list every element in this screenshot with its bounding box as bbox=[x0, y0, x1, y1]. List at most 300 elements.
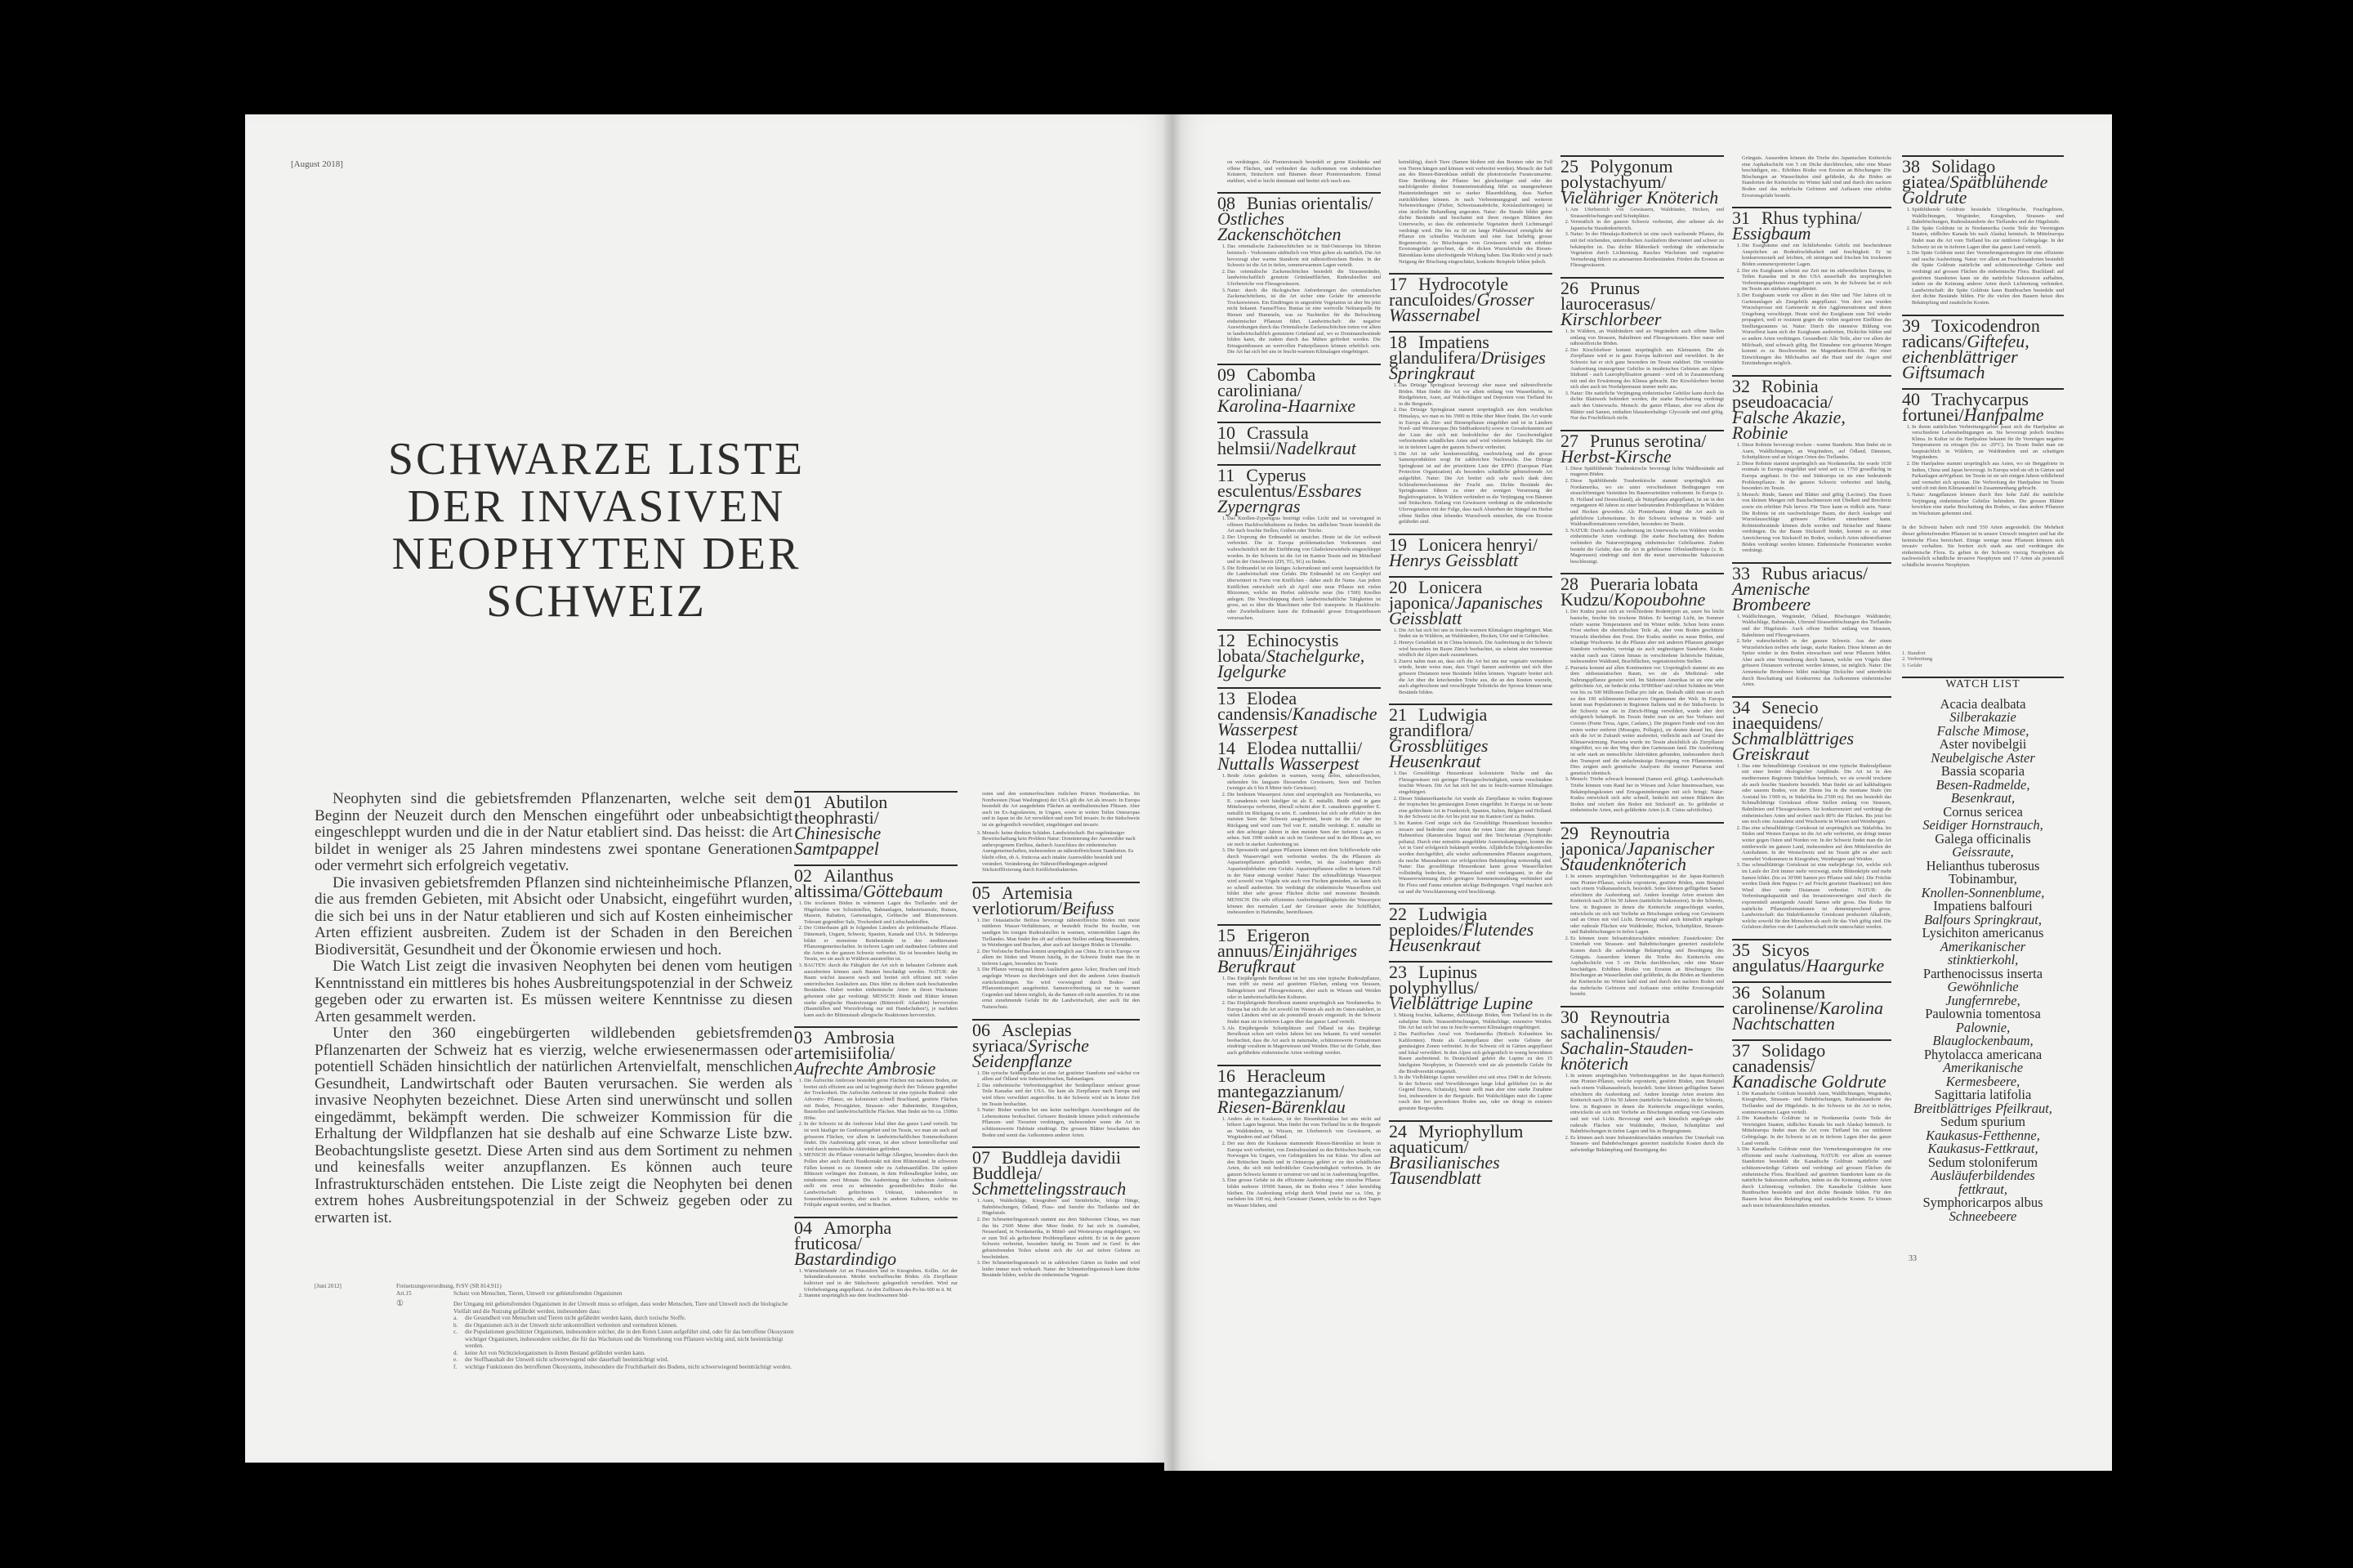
entry-13 bbox=[1217, 687, 1381, 740]
entry-point: 1. Die Essigbäume sind ein lichtliebendes Gehölz mit bescheidenen Ansprüchen an Bodenfruchtbarkeit und feuchtigkeit. Er ist konkurrenzstark auf leichten, oft steinigen und frischen bis trockenen Böden sonnenexponierter Lagen. bbox=[1742, 243, 1891, 267]
entry-number: 11 bbox=[1217, 465, 1235, 486]
entry-point: 3. Die Sprossteile und ganze Pflanzen können mit dem Schiffsverkehr oder durch Wasservögel weit verbreitet werden. Da die Pflanzen als Aquarienpflanzen gehandelt werden, ist das Ausbringen durch Aquarienliebhaber eine Gefahr. Aquarienpflanzen sollen in keinem Fall in der Natur entsorgt werden! Natur: Die schmalblättrige Wasserpest wird sowohl von Vögeln wie auch von Fischen gemieden, sie kann sich so schnell ausbreiten. Sie verdrängt die einheimische Wasserflora und bildet über sehr grosse Flächen dichte und monotone Bestände. MENSCH: Die sehr effizienten Ausbreitungsfähigkeiten der Wasserpest können den normalen Lauf der Gewässer sowie die Schifffahrt, insbesondere in Hafennähe, beeinflussen. bbox=[1227, 847, 1381, 916]
watch-list-species: Impatiens balfouri bbox=[1933, 898, 2033, 914]
entry-common-name: Nuttalls Wasserpest bbox=[1217, 753, 1360, 775]
entry-latin-name: Ludwigia grandiflora/ bbox=[1389, 704, 1488, 741]
entry-common-name: Essigbaum bbox=[1732, 223, 1811, 244]
watch-list-common-name: Falsche Mimose, bbox=[1936, 722, 2029, 739]
watch-list-common-name: Gewöhnliche bbox=[1947, 979, 2019, 995]
watch-list-common-name: Kermesbeere, bbox=[1945, 1073, 2020, 1089]
column-entries-17-24 bbox=[1389, 159, 1552, 1194]
watch-list-species: Tobinambur, bbox=[1949, 871, 2017, 887]
entry-common-name: Stachelgurke, Igelgurke bbox=[1217, 646, 1365, 682]
entry-latin-name: Prunus serotina/ bbox=[1590, 430, 1707, 451]
entry-26 bbox=[1560, 277, 1724, 422]
entry-point: 3. Natur: Die natürliche Verjüngung einheimischer Gehölze kann durch das dichte Blattwerk behindert werden, die starke Beschattung verdrängt auch den Unterwuchs. Mensch: die ganze Pflanze, aber vor allem die Blätter und Samen, enthalten blausäurehaltige Glycoside und sind giftig. Nur das Fruchtfleisch nicht. bbox=[1570, 391, 1724, 422]
entry-point: 1. Das Grossblütige Heusenkraut kolonisierte Teiche und das Fliessgewässer mit geringer Fliessgeschwindigkeit, sowie verschiedene feuchte Wiesen. Die Art hat sich bei uns in feucht-warmen Klimalagen eingebürgert. bbox=[1399, 771, 1552, 795]
entry-05 bbox=[972, 882, 1140, 1011]
entry-common-name: Riesen-Bärenklau bbox=[1217, 1096, 1346, 1117]
entry-point: 2. Diese Spätblühende Traubenkirsche stammt ursprünglich aus Nordamerika, wo sie unter verschiedenen Bedingungen von strauchförmigen Varietäten bis Baumvarietäten vorkommt. In Europa (z. B. Holland und Deutschland), als Nutzpflanze angepflanzt, ist sie in den vergangenen 40 Jahren zu einer bedeutenden Problempflanze in Wäldern und Hecken geworden. Als Pionierbaum dringt die Art auch in gehölzfreie Lebensräume. In der Schweiz teilweise in Wald- und Waldrandformationen verwildert, besonders im Tessin. bbox=[1570, 478, 1724, 528]
entry-point: 3. Der Essigbaum wurde vor allem in den 60er und 70er Jahren oft in Gartenanlagen als Ziergehölz angepflanzt. Von dort aus wurden Wurzelsprosse mit Gartenerde in den Agglomerationen und deren Umgebung verschleppt. Heute wird der Essigbaum zum Teil wieder propagiert, weil er resistent gegen die vielen negativen Einflüsse des Siedlungsraumes ist. Natur: Durch die intensive Bildung von Wurzelbrut kann sich der Essigbaum ausbreiten, Dickichte bilden und so andere Arten verdrängen. Gesundheit: Alle Teile, aber vor allem der Milchsaft, sind schwach giftig. Bei Einnahme von grösseren Mengen kommt es zu Beschwerden im Magendarm-Bereich. Bei einer Einwirkungen des Milchsaftes auf die Haut und die Augen sind Entzündungen möglich. bbox=[1742, 293, 1891, 367]
title-line: SCHWEIZ bbox=[486, 575, 707, 627]
entry-latin-name: Lonicera japonica/ bbox=[1389, 576, 1483, 613]
watch-list-common-name: Kaukasus-Fetthenne, bbox=[1926, 1127, 2040, 1143]
entry-point: 3. Mensch: Rinde, Samen und Blätter sind giftig (Lectine). Das Essen von kleinen Mengen ruft Bauchschmerzen mit Übelkeit und Brechreiz sowie ein erhöhter Puls hervor. Für Tiere kann es tödlich sein. Natur: Die Robinie ist ein raschwüchsiger Baum, der durch Ausleger und Wurzelausschläge grössere Flächen einnehmen kann. Robinienbestände können dicht werden und Sträucher und Bäume verdrängen. Da der Baum Stickstoff bindet, kommt es zu einer Anreicherung von Stickstoff im Boden, wodurch Arten nährstoffarmer Böden verdrängt werden können. Einheimische Pionierarten werden verdrängt. bbox=[1742, 492, 1891, 554]
entry-point: 3. Natur: In der Himalaja-Knöterich ist eine rasch wachsende Pflanze, die mit tief reichenden, unterirdischen Ausläufern überwintert und schwer zu bekämpfen ist. Das dichte Blätterdach verdrängt die einheimische Vegetation durch Lichtentzug. Rasches Wachstum und vegetative Vermehrung führen zu artenarmen Reinbeständen. Fördert die Erosion an Fliessgewässern. bbox=[1570, 231, 1724, 269]
entry-common-name: Giftefeu, eichenblättriger Giftsumach bbox=[1902, 330, 2029, 382]
watch-list-common-name: Neubelgische Aster bbox=[1931, 749, 2035, 766]
entry-latin-name: Trachycarpus fortunei/ bbox=[1902, 388, 2029, 425]
watch-list-common-name: Geissraute, bbox=[1952, 844, 2014, 860]
column-entries-05-07 bbox=[972, 791, 1140, 1287]
entry-21 bbox=[1389, 704, 1552, 895]
watch-list-common-name: Silberakazie bbox=[1949, 709, 2016, 726]
entry-point: 2. Es können teure Infrastrukturschäden entstehen: Zusatzkosten: Der Unterhalt von Strassen- und Bahnböschungen generiert zusätzliche Kosten durch die aufwändige Bekämpfung und Beseitigung des Grünguts. Ausserdem können die Triebe des Knöterichs eine Asphaltschicht von 5 cm Dicke durchbrechen, oder eine Mauer beschädigen. Erhöhtes Risiko von Erosion an Böschungen: Die Böschungen an Wasserläufen sind gefährdet, da die Böden an Standorten der Knöteriche im Winter kahl sind und durch den nackten Boden und das mehrfache Gefrieren und Auftauen eine erhöhte Erosionsgefahr besteht. bbox=[1570, 936, 1724, 998]
entry-latin-name: Asclepias syriaca/ bbox=[972, 1019, 1072, 1056]
entry-point: 3. Die Art ist sehr konkurrenzfähig, raschwüchsig und die grosse Samenproduktion sorgt für zahlreichen Nachwuchs. Das Drüsige Springkraut ist auf der prioritären Liste der EPPO (European Plant Protection Organization) als besonders schädliche gebietsfremde Art aufgeführt. Natur: Die Art breitet sich sehr rasch dank dem Schleudermechanismus der Frucht aus. Dichte Bestände des Springkrautes führen zu einer der wenigen Verarmung der Begleitvegetation. In Wäldern verhindert es die Verjüngung von Bäumen und Sträuchern. Entlang von Gewässern verdrängt es die einheimische Ufervegetation mit der Folge, dass nach Absterben der Stängel im Herbst offene Stellen ohne lebendes Wurzelwerk entstehen, die von Erosion gefährdet sind. bbox=[1399, 451, 1552, 525]
entry-number: 14 bbox=[1217, 738, 1235, 759]
entry-latin-name: Toxicodendron radicans/ bbox=[1902, 315, 2040, 351]
entry-latin-name: Echinocystis lobata/ bbox=[1217, 630, 1339, 667]
entry-common-name: Japanisches Geissblatt bbox=[1389, 592, 1543, 628]
watch-list-common-name: Blauglockenbaum, bbox=[1932, 1033, 2034, 1049]
entry-latin-name: Erigeron annuus/ bbox=[1217, 924, 1310, 961]
column-entries-08-16 bbox=[1217, 159, 1381, 1217]
paragraph-number-icon: ① bbox=[396, 1299, 404, 1308]
entry-continuation: osten und den sommerfeuchten östlichen Prärien Nordamerikas. Im Nordwesten (Staat Washington) der USA gilt die Art als invasiv. In Europa besiedelt die Art ausgedehnte Flächen an norditalienischen Flüssen. Aber auch im Ex-Jugoslawien, in Ungarn, sowie in weiten Teilen Osteuropas und in Japan ist die Art verwildert und zum Teil invasiv. In der Südschweiz ist sie gelegentlich verwildert, eingebürgert und invasiv. bbox=[982, 791, 1140, 828]
entry-point: 1. In seinem ursprünglichen Verbreitungsgebiet ist der Japan-Knöterich eine Pionier-Pflanze, welche exponierte, gestörte Böden, zum Beispiel nach einem Vulkanausbruch, besiedelt. Seine kleinen geflügelten Samen erleichtern die Ausbreitung auf. Andere krautige Arten ersetzen den Knöterich nach 20 bis 50 Jahren (natürliche Sukzession). In der Schweiz, bzw. in Regionen in denen die Knöteriche eingeschleppt wurden, entwickeln sie sich mit Vorliebe an Böschungen entlang von Gewässern und an Orten mit viel Licht. Bevorzugt sind auch künstlich angelegte oder ruderale Flächen wie Waldränder, Hecken, Schuttplätze, Strassen- und Bahnböschungen in tiefen Lagen. bbox=[1570, 873, 1724, 936]
footnote-item: der Stoffhaushalt der Umwelt nicht schwerwiegend oder dauerhaft beeinträchtigt wird. bbox=[465, 1356, 669, 1363]
entry-point: 2. Der Götterbaum gilt in folgenden Ländern als problematische Pflanze. Dänemark, Ungarn, Schweiz, Spanien, Kanada und USA. In Südeuropa bildet er monotone Reinbestände in den mediterranen Pflanzengemeinschaften. In tieferen Lagen und stadtnahen Gebieten sind die Arten in der ganzen Schweiz verbreitet. Sie ist besonders häufig im Tessin, wo sie auch in Wäldern anzutreffen ist. bbox=[804, 925, 958, 963]
entry-point: 3. Eine grosse Gefahr ist die effiziente Ausbreitung: eine einzelne Pflanze bildet mehrere 10'000 Samen, die im Boden etwa 7 Jahre keimfähig bleiben. Die Ausbreitung erfolgt durch Wind (meist nur ca. 10m, je nachdem bis 100 m), durch Gewässer (Samen, welche bis zu drei Tagen im Wasser blieben, sind bbox=[1227, 1177, 1381, 1208]
entry-02 bbox=[794, 864, 958, 1018]
entry-point: 1. Die Aufrechte Ambrosie besiedelt gerne Flächen mit nacktem Boden, sie breitet sich effizient aus und ist begünstigt durch ihre Toleranz gegenüber der Trockenheit. Die Aufrechte Ambrosie ist eine typische Ruderal- oder Adventiv- Pflanze, sie kolonisiert schnell Brachland, gestörte Flächen mit Boden, Privatgärten, Strassen- oder Bahnränder, Kiesgruben, Baustellen und landwirtschaftliche Flächen. Man findet sie bis ca. 1500m Höhe. bbox=[804, 1078, 958, 1121]
entry-01 bbox=[794, 791, 958, 859]
watch-list-common-name: Besen-Radmelde, bbox=[1936, 776, 2030, 793]
entry-point: 2. Der aus dem die Kaukasus stammende Riesen-Bärenklau ist heute in Europa weit verbreitet, von Zentralrussland zu den Britischen Inseln, von Norwegen bis Ungarn, von Gebirgstälern bis zur Küste. Vor allem auf den Britischen Inseln und in Osteuropa gehört er zu den schädlichen Arten, die sich mit bedrohlicher Geschwindigkeit verbreiten. In der ganzen Schweiz kommt er zerstreut vor und ist in Ausbreitung begriffen. bbox=[1227, 1141, 1381, 1178]
entry-15 bbox=[1217, 924, 1381, 1057]
entry-point: 2. Das Drüsige Springkraut stammt ursprünglich aus dem westlichen Himalaya, wo man es bis 3'000 m Höhe über Meer findet. Die Art wurde in Europa als Zier- und Bienenpflanze eingeführt und ist in Ländern Nord- und Westeuropas (bis Südfrankreich) sowie in Grossbritannien auf der Liste der sich mit bedrohlicher der der Geschwindigkeit verbreitenden schädlichen Arten und wird vielerorts bekämpft. Die Art ist in tieferen Lagen der ganzen Schweiz verbreitet. bbox=[1399, 407, 1552, 450]
legal-footnote bbox=[315, 1283, 805, 1370]
entry-06 bbox=[972, 1019, 1140, 1139]
entry-point: 3. Die Späte Goldrute nutzt ihre Vermehrungsstrategien für eine effiziente und rasche Ausbreitung. Natur: vor allem an Feuchtstandorten besiedelt die Späte Goldrute natürliche und schützenswürdige Gebiete und verdrängt auf grossen Flächen die einheimische Flora. Brachland: auf gestörten Standorten kann sie die natürliche Sukzession aufhalten, indem sie die Keimung anderer Arten durch Lichtentzug verhindert. Landwirtschaft: die Späte Goldrute kann Buntbrachen besiedeln und dort dichte Bestände bilden. Für die vielen den Bauern heisst dies Bekämpfung und zusätzliche Kosten. bbox=[1912, 250, 2064, 306]
watch-list-common-name: Besenkraut, bbox=[1950, 790, 2016, 806]
entry-latin-name: Lupinus polyphyllus/ bbox=[1389, 962, 1480, 998]
entry-number: 04 bbox=[794, 1217, 812, 1238]
entry-point: 3. Natur: Jungpflanzen können durch ihre hohe Zahl die natürliche Verjüngung einheimischer Gehölze behindern. Die grossen Blätter bewirken eine starke Beschattung des Bodens, so dass andere Pflanzen im Wachstum gehemmt sind. bbox=[1912, 492, 2064, 516]
entry-point: 3. Zuerst nahm man an, dass sich die Art bei uns nur vegetativ vermehren würde, heute weiss man, dass Vögel Samen ausbreiten und sich über grössere Distanzen neue Bestände bilden können. Vegetativ breitet sich die Art über die kriechenden Triebe aus, die an den Knoten wurzeln, auch abgebrochene und verschleppte Teilstücke der Sprosse können neue Bestände bilden. bbox=[1399, 659, 1552, 696]
watch-list-species: Aster novibelgii bbox=[1939, 736, 2027, 753]
title-line: DER INVASIVEN bbox=[407, 480, 786, 532]
entry-point: 2. Dieser Südamerikanische Art wurde als Zierpflanze in vielen Regionen der tropischen bis gemässigten Zonen eingeführt. In Europa ist sie heute eine gefürchtete Art in Frankreich, Spanien, Italien, Belgien und Holland. In der Schweiz ist die Art bis jetzt nur im Kanton Genf zu finden. bbox=[1399, 796, 1552, 820]
entry-common-name: Syrische Seidenpflanze bbox=[972, 1034, 1089, 1071]
entry-point: 3. Als Einjährigende Schuttplätzen und Ödland ist das Einjährige Berufkraut schon seit vielen Jahren bei uns bekannt. Es wird vermehrt beobachtet, dass die Art auch in naturnahe, schützenswerte Formationen eindringt voraliem in Magerwiesen und Weiden. Hier ist die Gefahr, dass auch gefährdete einheimische Arten verdrängt werden. bbox=[1227, 1025, 1381, 1057]
intro-paragraph: Neophyten sind die gebietsfremden Pflanzenarten, welche seit dem Beginn der Neuzeit durch den Menschen eingeführt oder unbeabsichtigt eingeschleppt wurden und die in der Natur etabliert sind. Das heisst: die Art bildet in weniger als 25 Jahren mindestens zwei spontane Generationen oder vermehrt sich erfolgreich vegetativ. bbox=[315, 790, 793, 874]
entry-point: 1. Das Einjährigende Berufkraut ist bei uns eine typische Ruderalpflanze, man trifft sie meist auf gestörten Flächen, entlang von Strassen, Bahngeleisen und Fliessgewässern, aber auch in Wiesen und Weiden oder in landwirtschaftlichen Kulturen. bbox=[1227, 976, 1381, 1000]
entry-point: 2. Henrys Geissblatt ist in China heimisch. Die Ausbreitung in der Schweiz wird besonders im Raum Zürich beobachtet, sie scheint aber momentan nördlich der Alpen stark zuzunehmen. bbox=[1399, 640, 1552, 659]
entry-point: 1. Spätblühende Goldrute besiedeln Ufergebüsche, Feuchtgebiete, Waldlichtungen, Wegränder, Kiesgruben, Strassen- und Bahnböschungen, Ruderalstandorte des Tieflandes und der Hügelstufe. bbox=[1912, 207, 2064, 226]
entry-common-name: Göttebaum bbox=[863, 881, 944, 901]
watch-list bbox=[1902, 695, 2064, 1224]
watch-list-common-name: Palownie, bbox=[1955, 1019, 2011, 1035]
watch-list-species: Phytolacca americana bbox=[1923, 1046, 2043, 1062]
watch-list-common-name: fettkraut, bbox=[1958, 1181, 2008, 1197]
entry-number: 39 bbox=[1902, 315, 1920, 336]
entry-point: 2. Das eine schmalblättrige Greiskraut ist ursprünglich aus Südafrika. Im Süden und Westen Europas ist die Art sehr verbreitet, sie dringt immer weiter gegen Osten und Norden vor. In der Schweiz findet man die Art mittlerweile im ganzen Land, insbesondere auf dem Mittelstreifen der Autobahnen. In der Westschweiz und im Tessin gibt es aber auch vermehrt Vorkommen in Kiesgruben, Weinbergen und Weiden. bbox=[1742, 825, 1891, 863]
entry-point: 1. Die syrische Seidenpflanze ist eine Art gestörter Standorte und wächst vor allem auf Ödland wie Industriebrachen, Bahnanlagen. bbox=[982, 1070, 1140, 1083]
watch-list-species: Sedum stoloniferum bbox=[1927, 1154, 2038, 1170]
entry-point: 2. Stammt ursprünglich aus dem feuchtwarmen Süd- bbox=[804, 1293, 958, 1299]
entry-latin-name: Solanum carolinense/ bbox=[1732, 981, 1826, 1018]
entry-latin-name: Sicyos angulatus/ bbox=[1732, 939, 1810, 976]
entry-common-name: Beifuss bbox=[1061, 897, 1114, 918]
entry-28 bbox=[1560, 573, 1724, 814]
entry-19 bbox=[1389, 534, 1552, 568]
watch-list-common-name: Schneebeere bbox=[1949, 1208, 2017, 1224]
entry-point: 3. Die Pflanze vermag mit ihren Ausläufern ganze Äcker, Brachen und frisch angelegte Wiesen zu durchdringen und dort die anderen Arten drastisch zurückzudrängen. Sie wird vorwiegend durch Boden- und Pflanzentransport ausgebreitet. Samenverbreitung ist nur in warmen Gegenden und Jahren möglich, da die Samen oft nicht ausreifen. Er ist eine ernst zunehmende Gefahr für die Landwirtschaft, aber auch für den Naturschutz. bbox=[982, 967, 1140, 1010]
entry-latin-name: Bunias orientalis/ bbox=[1247, 193, 1373, 214]
entry-number: 17 bbox=[1389, 274, 1407, 295]
entry-latin-name: Abutilon theophrasti/ bbox=[794, 792, 888, 828]
watch-list-species: Bassia scoparia bbox=[1940, 763, 2025, 780]
entry-common-name: Essbares Zyperngras bbox=[1217, 480, 1362, 517]
entry-common-name: Haargurke bbox=[1806, 954, 1885, 976]
watch-list-common-name: Knollen-Sonnenblume, bbox=[1921, 884, 2045, 900]
item-key: a. bbox=[453, 1315, 458, 1321]
entry-point: 3. Natur: durch die ökologischen Anforderungen des orientalischen Zackenschötchens, ist die Art sicher eine Gefahr für artenreiche Trockenwiesen. Ein Eindringen in ungestörte Vegetation ist aber bis jetzt nicht bekannt. Fauna/Flora: Bunias ist eine wertvolle Nektarquelle für Bienen und Hummeln, was zu Nachteilen für die Befruchtung einheimischer Pflanzen führt. Landwirtschaft: die negative Auswirkungen durch das Orientalische Zackenschötchen treten vor allem in landwirtschaftlich genutztem Grünland auf, wo es Dominanzbestände bilden kann, die zudem durch das Mähen gefördert werden. Die Ertragseinbussen an wertvollen Futterpflanzen können erheblich sein. Die Art hat sich bei uns in feucht-warmen Klimalagen eingebürgert. bbox=[1227, 288, 1381, 356]
entry-30 bbox=[1560, 1006, 1724, 1154]
entry-common-name: Brasilianisches Tausendblatt bbox=[1389, 1151, 1500, 1188]
entry-point: 2. Der Kirschlorbeer kommt ursprünglich aus Kleinasien. Die als Zierpflanze wird er in ganz Europa kultiviert und verwildert. In der Schweiz hat er sich ganz besonders im Tessin etabliert. Die verstärkte Ausbreitung immergrüner Gehölze in insubrischen Gebieten am Alpen-Südrand - auch Laurophyllisation genannt - wird oft in Zusammenhang mit und der Erwärmung des Klimas gebracht. Der Kirschlorbeer breitet sich aber auch im Nordalpenraum immer mehr aus. bbox=[1570, 347, 1724, 391]
entry-point: 2. Diese Robinie stammt ursprünglich aus Nordamerika. Sie wurde 1630 erstmals in Europa eingeführt und wird seit ca. 1750 grossflächig in Europa angebaut. In Ost- und Südeuropa ist sie eine bedeutende Problempflanze. In der ganzen Schweiz verbreitet und häufig, besonders im Tessin. bbox=[1742, 461, 1891, 492]
entry-point: 2. Das orientalische Zackenschötchen besiedelt die Strassenränder, landwirtschaftlich genutzte Grünlandflächen, Ruderalstellen und Uferbereiche von Fliessgewässern. bbox=[1227, 269, 1381, 288]
entry-number: 07 bbox=[972, 1147, 990, 1168]
item-key: d. bbox=[453, 1349, 458, 1356]
entry-common-name: Vielblättrige Lupine bbox=[1389, 993, 1534, 1014]
entry-point: 3. Der Schmetterlingsstrauch ist in zahlreichen Gärten zu finden und wird leider immer noch verkauft. Natur: der Schmetterlingsstrauch kann dichte Bestände bilden, welche die einheimische Vegetati- bbox=[982, 1260, 1140, 1279]
entry-36 bbox=[1732, 981, 1891, 1034]
entry-point: 2. In der Schweiz ist die Ambrosie lokal über das ganze Land verteilt. Sie ist weit häufiger im Genferseegebiet und im Tessin, wo man sie auch auf grösseren Flächen, vor allem in landwirtschaftlichen Sommerkulturen findet. Die Ausbreitung geht voran, ist aber schwer kontrollierbar und wird durch menschliche Aktivitäten gefördert. bbox=[804, 1121, 958, 1152]
entry-point: 2. Die Hanfpalme stammt ursprünglich aus Asien, wo sie Berggebiete in Indien, China und Japan bevorzugt. In Europa wird sie oft in Gärten und Parkanlagen anWgebaut. Im Tessin ist sie seit einigen Jahren wildlebend und vermehrt sich spontan. Die Verbreitung der Hanfpalme im Tessin wird oft mit dem Klimawandel in Zusammenhang gebracht. bbox=[1912, 461, 2064, 492]
entry-common-name: Kopoubohne bbox=[1613, 589, 1706, 610]
entry-common-name: Flutendes Heusenkraut bbox=[1389, 919, 1534, 956]
entry-number: 32 bbox=[1732, 376, 1750, 397]
entry-point: 3. Die Kanadische Goldrute nutzt ihre Vermehrungsstrategien für eine effiziente und rasche Ausbreitung. NATUR: vor allem an warmen Standorten besiedelt die Kanadische Goldrute natürliche und schützenswürdige Gebiete und verdrängt auf grossen Flächen die einheimische Flora. Brachland: auf gestörten Standorten kann sie die natürliche Sukzession aufhalten, indem sie die Keimung anderer Arten durch Lichtentzug verhindert. Die Kanadische Goldrute kann Buntbrachen besiedeln und dort dichte Bestände bilden. Für den Bauern heisst dies Bekämpfung und zusätzliche Kosten. Es können auch teure Infrastrukturschäden entstehen. bbox=[1742, 1146, 1891, 1208]
entry-common-name: Hanfpalme bbox=[1963, 404, 2044, 425]
entry-point: 3. Das schmalblättrige Greiskraut ist eine mehrjährige Art, welche sich im Laufe der Zeit immer mehr verzweigt, mehr Blütenköpfe und mehr Samen bildet. (bis zu 30'000 Samen pro Pflanze und Jahr). Die Früchte werden Dank dem Pappus (= auf Frucht gesetzter Haarkranz) mit dem Wind über weite Distanzen verbreitet. NATUR: die Verbreitungskapazität und das Invasionsvermögen sind durch die exponentiell ansteigende Anzahl Samen sehr gross. Das Risiko für natürliche Pflanzenformationen ist dementsprechend gross. Landwirtschaft: das Südafrikanische Greiskraut produziert Alkaloide, welche sowohl für den Menschen als auch für das Vieh giftig sind. Die Gefahren dürfen von der Landwirtschaft nicht unterschätzt werden. bbox=[1742, 862, 1891, 931]
entry-latin-name: Solidago canadensis/ bbox=[1732, 1039, 1826, 1076]
entry-34 bbox=[1732, 696, 1891, 931]
entry-point: 1. Das Knollen-Zyperngras benötigt volles Licht und ist vorwiegend in offenen Hackfruchtkulturen zu finden. Im südlichen Tessin besiedelt die Art auch feuchte Stellen, Gräben oder Teiche. bbox=[1227, 516, 1381, 534]
entry-03 bbox=[794, 1026, 958, 1208]
entry-point: 2. Das einheimische Verbreitungsgebiet der Seidenpflanze umfasst grosse Teile Kanadas und der USA. Sie kam als Zierpflanze nach Europa und wird öfters verwildert angetroffen. In der Schweiz wird sie in letzter Zeit im Tessin beobachtet. bbox=[982, 1083, 1140, 1107]
entry-number: 38 bbox=[1902, 156, 1920, 176]
entry-27 bbox=[1560, 430, 1724, 565]
entry-point: 1. Anders als im Kaukasus, ist der Riesenbärenklau bei uns nicht auf höhere Lagen begrenzt. Man findet ihn vom Tiefland bis in die Bergstufe an Waldrändern, in Wiesen, im Uferbereich von Gewässern, an Wegrändern und auf Ödland. bbox=[1227, 1116, 1381, 1141]
entry-14 bbox=[1217, 739, 1381, 916]
entry-point: 2. Es können auch teure Infrastrukturschäden entstehen: Der Unterhalt von Strassen- und Bahnböschungen generiert zusätzliche Kosten durch die aufwändige Bekämpfung und Beseitigung des bbox=[1570, 1135, 1724, 1154]
entry-latin-name: Ailanthus altissima/ bbox=[794, 865, 894, 901]
watch-list-common-name: Kaukasus-Fettkraut, bbox=[1927, 1141, 2038, 1157]
watch-list-common-name: Amerikanische bbox=[1942, 1060, 2024, 1076]
entry-32 bbox=[1732, 375, 1891, 554]
entry-23 bbox=[1389, 961, 1552, 1112]
entry-latin-name: Ludwigia peploides/ bbox=[1389, 904, 1488, 940]
entry-latin-name: Amorpha fruticosa/ bbox=[794, 1217, 892, 1253]
entry-latin-name: Crassula helmsii/ bbox=[1217, 422, 1309, 459]
entry-common-name: Östliches Zackenschötchen bbox=[1217, 208, 1342, 245]
entry-29 bbox=[1560, 822, 1724, 998]
entry-number: 27 bbox=[1560, 430, 1578, 451]
entry-common-name: Schmettelingsstrauch bbox=[972, 1178, 1127, 1199]
entry-point: 1. Diese Spätblühende Traubenkirsche bevorzugt lichte Waldbestände auf mageren Böden. bbox=[1570, 466, 1724, 478]
entry-latin-name: Reynoutria sachalinensis/ bbox=[1560, 1006, 1670, 1043]
legend-item: 3. Gefahr bbox=[1902, 662, 1922, 668]
entry-common-name: Japanischer Staudenknöterich bbox=[1560, 838, 1715, 874]
entry-latin-name: Elodea nuttallii/ bbox=[1247, 738, 1363, 759]
entry-point: 1. Auen, Waldschläge, Kiesgruben und Steinbrüche, felsige Hänge, Bahnböschungen, Ödland, Fluss- und Seeufer des Tieflandes und der Hügelstufe. bbox=[982, 1198, 1140, 1217]
legend-item: 1. Standort bbox=[1902, 650, 1926, 656]
entry-31 bbox=[1732, 207, 1891, 367]
entry-number: 03 bbox=[794, 1027, 812, 1048]
footnote-date: [Juni 2012] bbox=[315, 1283, 342, 1289]
entry-point: 3. Mensch: keine direkten Schäden. Landwirtschaft: Bei regelmässiger Bewirtschaftung kein Problem Natur: Dominierung der Auenwälder nach anthropogenem Einfluss, dadurch Ausschluss der einheimischen Auengemeinschaften, insbesondere an nährstoffreicheren Standorten. Es bleibt offen, ob A. fruticosa auch intakte Auenwälder besiedelt und verändert. Veränderung der Nährstoffbedingungen aufgrund Stickstofffixierung durch Knöllchenbakterien. bbox=[982, 830, 1140, 873]
watch-list-common-name: Balfours Springkraut, bbox=[1924, 911, 2042, 927]
title-line: NEOPHYTEN DER bbox=[391, 528, 801, 579]
column-entries-25-30 bbox=[1560, 155, 1724, 1162]
entry-latin-name: Hydrocotyle ranculoides/ bbox=[1389, 274, 1508, 310]
entry-number: 30 bbox=[1560, 1006, 1578, 1027]
item-key: b. bbox=[453, 1321, 458, 1329]
entry-latin-name: Pueraria lobata Kudzu/ bbox=[1560, 574, 1699, 610]
entry-number: 37 bbox=[1732, 1039, 1750, 1061]
entry-common-name: Kanadische Goldrute bbox=[1732, 1070, 1886, 1092]
watch-list-species: Helianthus tuberosus bbox=[1926, 857, 2040, 873]
entry-point: 1. Am Uferbereich von Gewässern, Waldränder, Hecken, und Strassenböschungen und Schuttplätze. bbox=[1570, 207, 1724, 219]
entry-number: 23 bbox=[1389, 962, 1407, 983]
entry-number: 19 bbox=[1389, 534, 1407, 555]
entry-point: 1. Diese Robinie bevorzugt trocken - warme Standorte. Man findet sie in Auen, Waldlichtungen, an Wegrändern, auf Ödland, Dämmen, Schuttplätzen und an felsigen Orten des Tieflandes. bbox=[1742, 442, 1891, 461]
entry-35 bbox=[1732, 939, 1891, 976]
entry-number: 09 bbox=[1217, 364, 1235, 386]
watch-list-common-name: Seidiger Hornstrauch, bbox=[1922, 817, 2043, 833]
footnote-item: keine Art von Nichtzielorganismen in ihrem Bestand gefährdet werden kann. bbox=[465, 1349, 646, 1356]
entry-continuation: keimfähig), durch Tiere (Samen bleiben mit den Borsten oder im Fell von Tieren hängen und können weit verbreitet werden). Mensch: der Saft aus des Riesen-Bärenklaus enthält die phototoxische Furancumarine. Eine Berührung der Pflanze bei gleichzeitiger und oder der nachfolgender direkter Sonneneinstrahlung führt zu unangenehmen Hautentzündungen mit so starker Blasenbildung, dass Narben zurückbleiben können. Je nach Verbrennungsgrad und weiteren Nebenwirkungen (Fieber, Schweissausbrüche, Kreislaufstörungen) ist eine ärztliche Behandlung angeraten. Natur: die Staude bildet gerne dichte Bestände und beschattet mit ihren riesigen Blättern den Unterwuchs, so dass die einheimische Vegetation durch Lichtmangel verdrängt wird. Die bis zu 60 cm lange Pfahlwurzel ermöglicht der Pflanze ein schnelles Wachstum und eine fast beliebig grosse Regeneration. An Böschungen von Gewässern wird mit erhöhter Erosionsgefahr gerechnet, da die dicken Wurzelstöcke des Riesen-Bärenklaus keine uferfestigende Wirkung haben. Das Risiko wird je nach Neigung der Böschung eingeschätzt, konkrete Beispiele fehlen jedoch. bbox=[1399, 159, 1552, 265]
entry-point: 2. Der Verlotsche Beifuss kommt ursprünglich aus China. Er ist in Europa vor allem im Süden und Westen häufig, in der Schweiz findet man ihn in tieferen Lagen, besonders im Tessin bbox=[982, 949, 1140, 967]
entry-point: 1. Der Ostasiatische Beifuss bevorzugt nährstoffreiche Böden mit meist mittleren Wasser-Verhältnissen, er besiedelt frische bis feuchte, von sandigen bis tonigen Ruderalstellen in warmen, wintermilden Lagen des Tieflandes. Man findet ihn oft auf offenen Stellen entlang Strassenrändern, in Weinbergen und Brachen, aber auch auf kiesigen Böden in Ufernähe. bbox=[982, 918, 1140, 949]
watch-list-species: Galega officinalis bbox=[1935, 830, 2031, 847]
entry-common-name: Bastardindigo bbox=[794, 1248, 897, 1269]
entry-point: 3. Natur: Bisher wurden bei uns keine nachteiligen Auswirkungen auf die Lebensräume beobachtet. Grössere Bestände können jedoch einheimische Pflanzen- und Tierarten verdrängen, insbesondere wenn die Art in schützenswerte Habitate eindringt. Die grossen Blätter beschatten den Boden und somit das Aufkommen anderer Arten. bbox=[982, 1107, 1140, 1138]
entry-point: 2. Pueraria kommt auf allen Kontinenten vor. Ursprünglich stammt sie aus dem südostasiatischen Raum, wo sie als Medizinal- oder Nahrungspflanze genutzt wird. Im Südosten Amerikas ist sie eine sehr gefürchtete Art, sie bedeckt zirka 30'000km² und richtet Schäden im Wert von bis zu 500 Millionen Dollar pro Jahr an. Deshalb zählt man sie auch zu den 100 schlimmsten invasiven Organismen der Welt. In Europa kennt man Populationen in Regionen Italiens und in der Südschweiz. In der Schweiz war sie in Zürich-Höngg verwildert, wurde aber dort erfolgreich bekämpft. Im Tessin findet man sie am See Verbano und Ceresio (Ponte Tresa, Agno, Caslano,). Die jüngsten Funde sind von den ersten weiter entfernt (Mosogno, Pollegio), sie deuten darauf hin, dass sich die Art in Zukunft weiter ausbreitet, vielleicht auch auf Grund der Klimaerwärmung. Pueraria wurde im Tessin absichtlich als Zierpflanze eingeführt, wo sie den Weg über den Gartenzaun fand. Die Ausbreitung ist sehr stark an menschliche Aktivitäten gebunden, insbesondere durch den Transport und die unfachmässige Entsorgung von Pflanzenresten. Dies zeigten auch genetische Analysen: die tessiner Puerarias sind genetisch identisch. bbox=[1570, 665, 1724, 777]
entry-40 bbox=[1902, 388, 2064, 517]
entry-point: 1. In ihrem natürlichen Verbreitungsgebiet passt sich die Hanfpalme an verschiedene Lebensbedingungen an. Sie bevorzugt jedoch feuchtes Klima. In Kultur ist die Hanfpalme bekannt für ihr Vermögen negative Temperaturen zu ertragen (bis zu -20°C). Im Tessin findet man sie hauptsächlich in Wäldern, an Waldrändern und an schattigen Wegrändern. bbox=[1912, 424, 2064, 462]
entry-latin-name: Cyperus esculentus/ bbox=[1217, 465, 1306, 502]
entry-common-name: Karolina Nachtschatten bbox=[1732, 997, 1883, 1034]
entry-number: 28 bbox=[1560, 574, 1578, 595]
entry-number: 20 bbox=[1389, 576, 1407, 597]
entry-latin-name: Senecio inaequidens/ bbox=[1732, 696, 1824, 733]
entry-number: 35 bbox=[1732, 939, 1750, 960]
entry-16 bbox=[1217, 1065, 1381, 1209]
entry-point: 2. Der Schmetterlingsstrauch stammt aus dem Südwesten Chinas, wo man ihn bis 2'600 Meter über Meer findet. Er hat sich in Australien, Neuseeland, in Nordamerika, in Mittel- und Westeuropa eingebürgert, wo er zum Teil als gefürchtete Problempflanze auftritt. Er ist in der ganzen Schweiz verbreitet, besonders häufig im Tessin und in Genf. In den gebietsfremden Teilen scheint sich die Art auf tiefere Gebiete zu beschränken. bbox=[982, 1217, 1140, 1260]
entry-common-name: Aufrechte Ambrosie bbox=[794, 1058, 936, 1079]
entry-38 bbox=[1902, 155, 2064, 306]
entry-07 bbox=[972, 1146, 1140, 1279]
footnote-paragraph: Der Umgang mit gebietsfremden Organismen in der Umwelt muss so erfolgen, dass weder Menschen, Tiere und Umwelt noch die biologische Vielfalt und die Nutzung gefährdet werden, insbesondere dass: bbox=[453, 1301, 788, 1315]
entry-point: 3. Die Erdmandel ist ein lästiges Ackerunkraut und somit hauptsächlich für die Landwirtschaft eine Gefahr. Die Erdmandel ist ein Geophyt und überwintert in Form von Knöllchen - daher auch ihr Name. Aus jedem Knöllchen entwickelt sich ab April eine neue Pflanze mit vielen Rhizomen, welche im Herbst zahlreiche neue (bis 1'500) Knollen anlegen. Die Verschleppung durch landwirtschaftliche Tätigkeiten ist gross, sei es über die Maschinen oder Erd- transporte. In Hackfrucht- oder Zwiebelkulturen kann die Erdmandel grosse Ertragseinbussen verursachen. bbox=[1227, 565, 1381, 621]
entry-point: 1. Waldlichtungen, Wegränder, Ödland, Böschungen Waldränder, Waldschläge, Bahnareale, Uferund Strassenböschungen des Tieflandes und der Hügelstufe. Auch offene Stellen entlang von Strassen, Bahnlinien und Fliessgewässern. bbox=[1742, 614, 1891, 638]
watch-list-species: Paulownia tomentosa bbox=[1925, 1006, 2041, 1022]
intro-paragraph: Die invasiven gebietsfremden Pflanzen sind nichteinheimische Pflanzen, die aus fremden Gebieten, mit Absicht oder Unabsicht, eingeführt wurden, die sich bei uns in der Natur etablieren und sich auf Kosten einheimischer Arten effizient ausbreiten. Zudem ist der Schaden in den Bereichen Biodiversität, Gesundheit und der Ökonomie erwiesen und hoch. bbox=[315, 873, 793, 958]
entry-latin-name: Impatiens glandulifera/ bbox=[1389, 332, 1489, 369]
entry-point: 1. In seinem ursprünglichen Verbreitungsgebiet ist der Japan-Knöterich eine Pionier-Pflanze, welche exponierte, gestörte Böden, zum Beispiel nach einem Vulkanausbruch, besiedelt. Seine kleinen geflügelten Samen erleichtern die Ausbreitung auf. Andere krautige Arten ersetzen den Knöterich nach 20 bis 50 Jahren (natürliche Sukzession). In der Schweiz, bzw. in Regionen in denen die Knöteriche eingeschleppt wurden, entwickeln sie sich mit Vorliebe an Böschungen entlang von Gewässern und mit viel Licht. Bevorzugt sind auch künstlich angelegte oder ruderale Flächen wie Waldränder, Hecken, Schuttplätze und Bahnböschungen in tiefen Lagen und bis in Bergregionen. bbox=[1570, 1073, 1724, 1135]
entry-number: 06 bbox=[972, 1019, 990, 1040]
entry-number: 26 bbox=[1560, 277, 1578, 298]
entry-point: 3. NATUR: Durch starke Ausbreitung im Unterwuchs von Wäldern werden einheimische Arten verdrängt. Die starke Beschattung des Bodens verhindert die Naturverjüngung einheimischer Gehölzarten. Zudem besteht die Gefahr, dass die Art in gehölzarme Offenlandbiotope (z. B. Magerrasen) eindringt und dort die meist unerwünschte Sukzession beschleunigt. bbox=[1570, 528, 1724, 565]
entry-latin-name: Buddleja davidii Buddleja/ bbox=[972, 1147, 1122, 1184]
entry-latin-name: Ambrosia artemisiifolia/ bbox=[794, 1027, 895, 1064]
watch-list-species: Symphoricarpos albus bbox=[1922, 1195, 2043, 1211]
entry-point: 2. Das Einjährigende Berufkraut stammt ursprünglich aus Nordamerika. In Europa hat sich die Art sowohl im Westen als auch im Osten etabliert, in vielen Ländern wird sie als potentiell invasiv eingestuft. In der Schweiz findet man sie in tieferen Lagen über das ganze Land verteilt. bbox=[1227, 1000, 1381, 1025]
entry-point: 3. Mensch: Triebe schwach brennend (Samen evtl. giftig). Landwirtschaft: Triebe können vom Rand her in Wiesen und Äcker hineinwachsen, was Bekämpfungskosten und Ertragsminderungen mit sich bringt; Natur: Kudzu entwickelt sich sehr schnell, bedeckt mit seinen Blättern den Boden und reichert den Boden mit Stickstoff an. So gefährdet er einheimische Arten, auch gefährdete Arten (z.B. Cistus salviifolius). bbox=[1570, 776, 1724, 814]
entry-latin-name: Reynoutria japonica/ bbox=[1560, 822, 1670, 859]
entry-number: 13 bbox=[1217, 688, 1235, 709]
footnote-item: die Gesundheit von Menschen und Tieren nicht gefährdet werden kann, durch toxische Stoffe. bbox=[465, 1315, 686, 1321]
footnote-item: wichtige Funktionen des betroffenen Ökosystems, insbesondere die Fruchtbarkeit des Bodens, nicht schwerwiegend beeinträchtigt werden. bbox=[465, 1363, 792, 1370]
entry-number: 15 bbox=[1217, 924, 1235, 945]
footnote-law: Freisetzungsverordnung, FrSV (SR 814.911) bbox=[396, 1283, 502, 1289]
entry-latin-name: Elodea candensis/ bbox=[1217, 688, 1297, 725]
entry-number: 02 bbox=[794, 865, 812, 886]
entry-latin-name: Rhus typhina/ bbox=[1761, 208, 1862, 229]
footnote-item: die Populationen geschützter Organismen, insbesondere solcher, die in den Roten Listen aufgeführt sind, oder für das betroffene Ökosystem wichtiger Organismen, insbesondere solcher, die für das Wachstum und die Vermehrung von Pflanzen wichtig sind, nicht beeinträchtigt werden. bbox=[465, 1329, 794, 1349]
entry-point: 1. In Wäldern, an Waldrändern und an Wegrändern auch offene Stellen entlang von Strassen, Bahnlinien und Fliessgewässern. Eher nasse und nährstoffreiche Böden. bbox=[1570, 328, 1724, 347]
entry-common-name: Schmalblättriges Greiskraut bbox=[1732, 727, 1855, 764]
entry-common-name: Chinesische Samtpappel bbox=[794, 823, 882, 859]
entry-20 bbox=[1389, 576, 1552, 696]
entry-number: 05 bbox=[972, 882, 990, 903]
entry-point: 2. Vermutlich in der ganzen Schweiz verbreitet, aber seltener als der Japanische Staudenknöterich. bbox=[1570, 219, 1724, 231]
entry-37 bbox=[1732, 1039, 1891, 1208]
entry-number: 33 bbox=[1732, 562, 1750, 583]
watch-list-common-name: stinktierkohl, bbox=[1947, 952, 2019, 968]
entry-common-name: Grossblütiges Heusenkraut bbox=[1389, 735, 1489, 772]
entry-latin-name: Myriophyllum aquaticum/ bbox=[1389, 1120, 1524, 1157]
entry-common-name: Falsche Akazie, Robinie bbox=[1732, 407, 1846, 444]
watch-list-species: Sagittaria latifolia bbox=[1934, 1087, 2032, 1103]
entry-point: 3. Im Kanton Genf zeigte sich das Grossblütige Heusenkraut besonders invasiv und bedrohte zwei Arten der roten Liste: den grossen Sumpf-Hahnenfuss (Ranunculus lingua) und den Teichenzian (Nymphoides peltata). Durch eine minutiös ausgeführte Ausreisskampagne, konnte die Art in Genf erfolgreich bekämpft werden. Alljährliche Erfolgskontrollen werden durchgeführt, alle wieder aufkommenden Pflanzen ausgerissen, da rasche Massnahmen zur erfolgreichen Bekämpfung notwendig sind. Natur: Das grossblütige Heusenkraut kann grosse Wasserflächen vollständig bedecken, der Wasserlauf wird verlangsamt, in der die Wassererwärmung durch geringere Sonneneinstrahlung verhindert und für Flora und Fauna entsehen stickige Bedingungen. Vögel machen sich rar und die Verschlammung wird beschleunigt. bbox=[1399, 820, 1552, 895]
watch-list-species: Parthenocissus inserta bbox=[1922, 965, 2043, 981]
entry-number: 08 bbox=[1217, 193, 1235, 214]
watch-list-common-name: Jungfernrebe, bbox=[1945, 992, 2020, 1008]
closing-note: In der Schweiz haben sich rund 550 Arten angesiedelt. Die Mehrheit dieser gebietsfremden Pflanzen ist in unsere Umwelt integriert und hat die heimische Flora bereichert. Einige wenige neue Pflanzen können sich invasiv verhalten. Sie breiten sich stark aus und verdrängen die einheimische Flora. Es gelten in der Schweiz vierzig Neophyten als nachweislich schädliche invasive Neophyten und 17 Arten als potenziell schädliche invasive Neophyten. bbox=[1902, 525, 2064, 568]
entry-point: 3. MENSCH: die Pflanze verursacht heftige Allergien, besonders durch den Pollen aber auch durch Hautkontakt mit dem Blütenstand. In schweren Fällen kommt es zu Atemnot oder zu Asthmaanfällen. Die spätere Blütezeit verlängert den Zeitraum, in dem Pollenallergiker leiden, um mindestens zwei Monate. Die Ausbreitung der Aufrechten Ambrosie stellt ein ernst zu nehmendes gesundheitliches Risiko dar. Landwirtschaft: gefürchtetes Unkraut, insbesondere in Sonnenblumenkulturen, aber auch in anderen Kulturen, welche im Frühjahr angesät werden, und in Brachen. bbox=[804, 1152, 958, 1208]
legend-item: 2. Verbreitung bbox=[1902, 656, 1933, 663]
legend bbox=[1902, 650, 2064, 669]
entry-common-name: Amenische Brombeere bbox=[1732, 578, 1811, 614]
watch-list-common-name: Ausläuferbildendes bbox=[1931, 1168, 2035, 1184]
entry-number: 24 bbox=[1389, 1120, 1407, 1141]
item-key: c. bbox=[453, 1329, 458, 1335]
entry-point: 1. Der Kudzu passt sich an verschiedene Bodentypen an, saure bis leicht basische, feuchte bis trockene Böden. Er benötigt Licht, im Sommer relativ warme Temperaturen und im Winter milde. Schon beim ersten Frost sterben die oberirdischen Teile ab, aber vom Boden geschützte Wurzeln überleben den Frost. Der Kudzu meidet zu nasse Böden, und schattige Wuchsorte. Ist die Pflanze aber mit anderen Pflanzen günstiger Standorte verbunden, verträgt sie auch ungünstigere Standorte. Kudzu wächst rasch aus Gärten hinaus in verschiedene lichtreiche Habitate, insbesondere Waldrand, Brachflächen, vegetationsfreie Stellen. bbox=[1570, 609, 1724, 664]
entry-common-name: Herbst-Kirsche bbox=[1560, 445, 1672, 467]
issue-date: [August 2018] bbox=[291, 159, 343, 169]
entry-04 bbox=[794, 1217, 958, 1299]
entry-common-name: Grosser Wassernabel bbox=[1389, 289, 1534, 326]
entry-22 bbox=[1389, 903, 1552, 956]
entry-point: 2. Das Pazifisches Areal von Nordamerika (Britisch Kolumbien bis Kalifornien). Heute als Gartenpflanze über weite Gebiete der gemässigten Zonen verbreitet. In der Schweiz oft in Gärten angepflanzt und lokal verwildert. In den Alpen sich gelegentlich in wenig beweideten Rasen ausbreitend. In Deutschland gehört die Lupine zu den 15 häufigsten Neophyten, in Österreich wird sie als potentielle Gefahr für die Biodiversität eingestuft. bbox=[1399, 1031, 1552, 1074]
watch-list-species: Acacia dealbata bbox=[1940, 695, 2026, 712]
column-entries-38-40-watchlist bbox=[1902, 155, 2064, 1262]
entry-latin-name: Cabomba caroliniana/ bbox=[1217, 364, 1316, 401]
entry-39 bbox=[1902, 315, 2064, 380]
entry-number: 36 bbox=[1732, 981, 1750, 1003]
entry-latin-name: Lonicera henryi/ bbox=[1418, 534, 1538, 555]
entry-24 bbox=[1389, 1120, 1552, 1186]
entry-18 bbox=[1389, 331, 1552, 525]
entry-09 bbox=[1217, 364, 1381, 417]
entry-common-name: Einjähriges Berufkraut bbox=[1217, 940, 1358, 976]
entry-latin-name: Artemisia verlotiorum/ bbox=[972, 882, 1073, 918]
entry-number: 34 bbox=[1732, 696, 1750, 717]
entry-latin-name: Solidago giatea/ bbox=[1902, 156, 1996, 192]
entry-25 bbox=[1560, 155, 1724, 269]
watch-list-species: Lysichiton americanus bbox=[1922, 925, 2044, 941]
entry-latin-name: Robinia pseudoacacia/ bbox=[1732, 376, 1833, 413]
entry-point: 1. Mässig feuchte, kalkarme, durchlässige Böden, vom Tiefland bis in die subalpine Stufe. Strassenböschungen, Waldschläge, extensive Weiden. Die Art hat sich bei uns in feucht-warmen Klimalagen eingebürgert. bbox=[1399, 1012, 1552, 1031]
intro-paragraph: Unter den 360 eingebürgerten wildlebenden gebietsfremden Pflanzenarten der Schweiz hat es vierzig, welche erwiesenermassen oder potentiell Schäden hinsichtlich der natürlichen Artenvielfalt, menschlichen Gesundheit, Landwirtschaft oder Bauten verursachen. Sie werden als invasive Neophyten bezeichnet. Diese Arten sind unerwünscht und sollen eingedämmt, bekämpft werden. Die schweizer Kommission für die Erhaltung der Wildpflanzen hat sie deshalb auf eine Schwarze Liste bzw. Beobachtungsliste gesetzt. Diese Arten sind aus dem Sortiment zu nehmen und keinesfalls weiter anzupflanzen. Es können auch teure Infrastrukturschäden entstehen. Die Liste zeigt die Neophyten bei denen extrem hohes Ausbreitungspotenzial in der Schweiz gegeben oder zu erwarten ist. bbox=[315, 1025, 793, 1226]
entry-common-name: Nadelkraut bbox=[1275, 438, 1356, 459]
entry-10 bbox=[1217, 422, 1381, 459]
entry-point: 1. Das Drüsige Springkraut bevorzugt eher nasse und nährstoffreiche Böden. Man findet die Art vor allem entlang von Wasserläufen, in Riedgebieten, Auen, auf Waldschlägen und Deponien vom Tiefland bis in die Bergstufe. bbox=[1399, 382, 1552, 407]
watch-list-species: Cornus sericea bbox=[1943, 803, 2023, 820]
entry-common-name: Henrys Geissblatt bbox=[1389, 549, 1519, 570]
entry-point: 1. Das orientalische Zackenschötchen ist in Süd-Osteuropa bis Sibirien heimisch - Vorkommen südöstlich von Wien gelten als natürlich. Die Art bevorzugt eher warme Standorte mit nährstoffreichem Boden. In der Schweiz ist die Art in tiefen, sommerwarmen Lagen verteilt. bbox=[1227, 243, 1381, 268]
entry-point: 1. Wärmeliebende Art an Flussufern und in Kiesgruben. Kollin. Art der Sekundärsukzession. Meidet wechselfeuchte Böden. Als Zierpflanze kultiviert und in der Südschweiz gelegentlich verwildert. Wird zur Uferbefestigung angepflanzt. An den Zuflüssen des Po bis 600 m ü. M. bbox=[804, 1268, 958, 1293]
entry-number: 22 bbox=[1389, 904, 1407, 925]
entry-latin-name: Heracleum mantegazzianum/ bbox=[1217, 1065, 1345, 1101]
entry-common-name: Spätblühende Goldrute bbox=[1902, 172, 2048, 208]
page-number: 33 bbox=[1909, 1254, 1917, 1264]
entry-number: 29 bbox=[1560, 822, 1578, 843]
intro-text bbox=[315, 791, 793, 1226]
entry-continuation: Grünguts. Ausserdem können die Triebe des Japanischen Knöterichs eine Asphaltschicht von 5 cm Dicke durchbrechen, oder eine Mauer beschädigen, etc.. Erhöhtes Risiko von Erosion an Böschungen: Die Böschungen an Wasserläufen sind gefährdet, da die Böden an Standorten der Knöteriche im Winter kahl sind und durch den nackten Boden und das mehrfache Gefrieren und Auftauen eine erhöhte Erosionsgefahr besteht. bbox=[1742, 155, 1891, 199]
entry-latin-name: Prunus laurocerasus/ bbox=[1560, 277, 1656, 314]
entry-number: 16 bbox=[1217, 1065, 1235, 1086]
entry-latin-name: Rubus ariacus/ bbox=[1761, 562, 1869, 583]
watch-list-common-name: Breitblättriges Pfeilkraut, bbox=[1913, 1100, 2052, 1116]
entry-common-name: Kirschlorbeer bbox=[1560, 308, 1662, 329]
entry-number: 21 bbox=[1389, 704, 1407, 726]
entry-point: 2. Der ein Essigbaum scheint zur Zeit nur im südwestlichen Europa, in Teilen Kanadas und in den USA ausserhalb des ursprünglichen Verbreitungsgebietes eingebürgert zu sein. In der Schweiz hat er sich im Tessin am stärksten ausgebreitet. bbox=[1742, 268, 1891, 293]
entry-continuation: on verdrängen. Als Pionierstrauch besiedelt er gerne Kiesbänke und offene Flächen, und verhindert das Aufkommen von einheimischen Kräutern, Sträuchern und Bäumen dieser Pionierstandorte. Einmal etabliert, wird er leicht dominant und breitet sich rasch aus. bbox=[1227, 159, 1381, 184]
entry-point: 1. Die trockenen Böden in wärmeren Lagen des Tieflandes und der Hügelstufen wie Schuttstellen, Bahnanlagen, Industrieareale, Ruinen, Mauern, Rabatten, Gartenanlagen, Gebüsche und Blumenwiesen. Tolerant gegenüber Salz, Trockenheit und Luftschadstoffen. bbox=[804, 900, 958, 925]
entry-point: 2. Die Späte Goldrute ist in Nordamerika (weite Teile der Vereinigten Staaten, südliches Kanada bis nach Alaska) heimisch. In Mitteleuropa findet man die Art vom Tiefland bis zur mittleren Gebirgslage. In der Schweiz ist sie in tieferen Lagen über das ganze Land verteilt. bbox=[1912, 226, 2064, 250]
column-entries-01-04 bbox=[794, 791, 958, 1307]
watch-list-common-name: Amerikanischer bbox=[1940, 938, 2026, 954]
entry-point: 3. In die Vielblättrige Lupine verwildert erst seit etwa 1940 in der Schweiz. In der Schweiz sind Verwilderungen lange lokal geblieben (so in der Gegend Davos, Schatzalp), heute stellt man aber eine starke Zunahme fest, insbesondere in der Bergstufe. Bei Waldschlägen nutzt die Lupine rasch den frei gewordenen Boden aus, oder sie dringt in extensiv genutzte Bergweiden. bbox=[1399, 1074, 1552, 1112]
page-title bbox=[384, 433, 809, 627]
entry-number: 40 bbox=[1902, 388, 1920, 409]
entry-12 bbox=[1217, 629, 1381, 682]
entry-number: 12 bbox=[1217, 630, 1235, 651]
entry-point: 1. Die Kanadische Goldrute besiedelt Auen, Waldlichtungen, Wegränder, Kiesgruben, Strassen- und Bahnböschungen, Ruderalstandorte des Tieflandes und der Hügelstufe. In der Schweiz ist die Art in tiefen, sommerwarmen Lagen verteilt. bbox=[1742, 1091, 1891, 1115]
page-gutter bbox=[1164, 114, 1181, 1471]
watch-list-title: WATCH LIST bbox=[1902, 677, 2064, 688]
entry-common-name: Sachalin-Stauden-knöterich bbox=[1560, 1037, 1694, 1074]
footnote-item: die Organismen sich in der Umwelt nicht unkontrolliert verbreiten und vermehren können. bbox=[465, 1321, 678, 1329]
